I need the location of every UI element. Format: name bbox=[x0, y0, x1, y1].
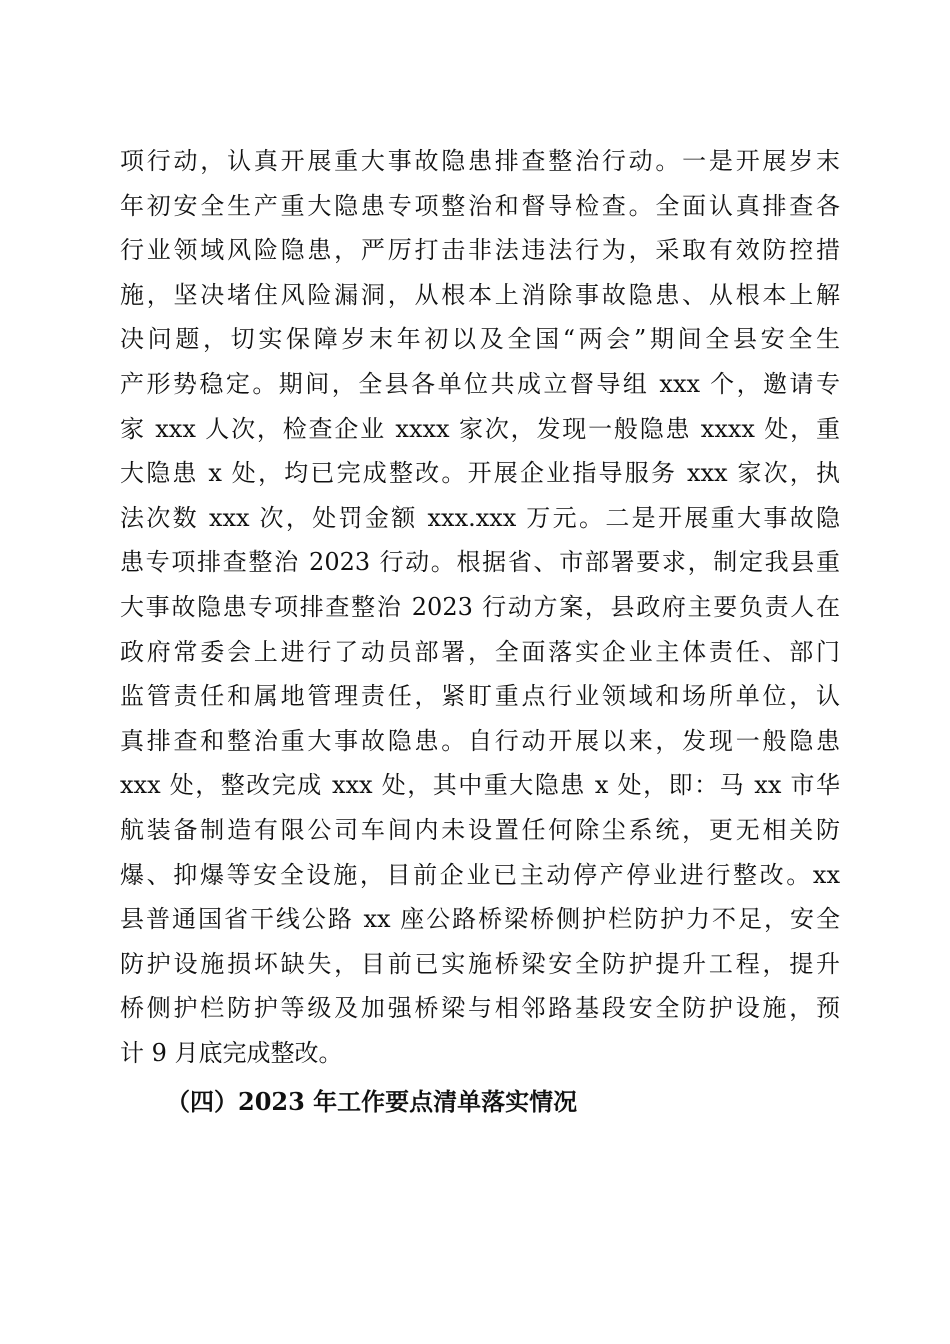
paragraph-line: 监管责任和属地管理责任，紧盯重点行业领域和场所单位，认 bbox=[120, 682, 840, 711]
paragraph-line: 家 xxx 人次，检查企业 xxxx 家次，发现一般隐患 xxxx 处，重 bbox=[120, 414, 840, 443]
paragraph-line: 项行动，认真开展重大事故隐患排查整治行动。一是开展岁末 bbox=[120, 147, 840, 175]
paragraph-line: 大事故隐患专项排查整治 2023 行动方案，县政府主要负责人在 bbox=[120, 592, 840, 621]
paragraph-line: 爆、抑爆等安全设施，目前企业已主动停产停业进行整改。xx bbox=[120, 860, 840, 889]
paragraph-line: 患专项排查整治 2023 行动。根据省、市部署要求，制定我县重 bbox=[120, 548, 840, 577]
paragraph-line: 大隐患 x 处，均已完成整改。开展企业指导服务 xxx 家次，执 bbox=[120, 459, 840, 488]
paragraph-line: 法次数 xxx 次，处罚金额 xxx.xxx 万元。二是开展重大事故隐 bbox=[120, 503, 840, 532]
paragraph-line: 桥侧护栏防护等级及加强桥梁与相邻路基段安全防护设施，预 bbox=[120, 994, 840, 1023]
paragraph-line: 县普通国省干线公路 xx 座公路桥梁桥侧护栏防护力不足，安全 bbox=[120, 905, 840, 934]
paragraph-line: 计 9 月底完成整改。 bbox=[120, 1038, 343, 1067]
paragraph-line: xxx 处，整改完成 xxx 处，其中重大隐患 x 处，即：马 xx 市华 bbox=[120, 771, 840, 800]
paragraph-line: 防护设施损坏缺失，目前已实施桥梁安全防护提升工程，提升 bbox=[120, 949, 840, 978]
paragraph-line: 决问题，切实保障岁末年初以及全国“两会”期间全县安全生 bbox=[120, 325, 840, 354]
paragraph-line: 航装备制造有限公司车间内未设置任何除尘系统，更无相关防 bbox=[120, 815, 840, 844]
paragraph-line: 行业领域风险隐患，严厉打击非法违法行为，采取有效防控措 bbox=[120, 236, 840, 265]
section-heading: （四）2023 年工作要点清单落实情况 bbox=[166, 1087, 578, 1116]
paragraph-line: 政府常委会上进行了动员部署，全面落实企业主体责任、部门 bbox=[120, 637, 840, 666]
paragraph-line: 产形势稳定。期间，全县各单位共成立督导组 xxx 个，邀请专 bbox=[120, 369, 840, 398]
paragraph-line: 年初安全生产重大隐患专项整治和督导检查。全面认真排查各 bbox=[120, 191, 840, 220]
body-paragraph bbox=[120, 139, 840, 1075]
paragraph-line: 施，坚决堵住风险漏洞，从根本上消除事故隐患、从根本上解 bbox=[120, 280, 840, 309]
paragraph-line: 真排查和整治重大事故隐患。自行动开展以来，发现一般隐患 bbox=[120, 726, 840, 755]
